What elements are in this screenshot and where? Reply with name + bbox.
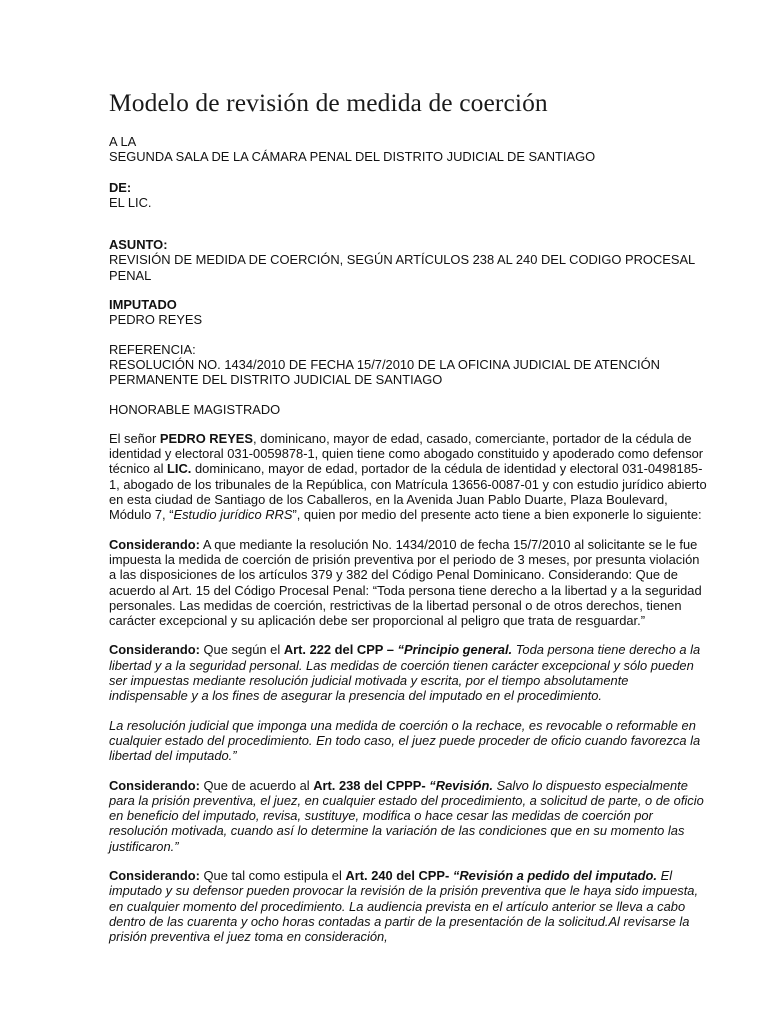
addressee-value: SEGUNDA SALA DE LA CÁMARA PENAL DEL DISTRITO JUDICIAL DE SANTIAGO — [109, 149, 596, 165]
considerando-paragraph-2: Considerando: Que según el Art. 222 del CPP – “Principio general. Toda persona tiene derecho a la libertad y a la seguridad personal. Las medidas de coerción tienen carácter excepcional y sólo pueden ser impuestas mediante resolución judicial motivada y escrita, por el tiempo absolutamente indispensable y a los fines de asegurar la presencia del imputado en el procedimiento. — [109, 642, 701, 704]
sender-section — [109, 180, 708, 211]
addressee-label: A LA — [109, 134, 137, 149]
document-title: Modelo de revisión de medida de coerción — [109, 88, 548, 117]
accused-section — [109, 297, 708, 328]
considerando-paragraph-1: Considerando: A que mediante la resolución No. 1434/2010 de fecha 15/7/2010 al solicitante se le fue impuesta la medida de coerción de prisión preventiva por el periodo de 3 meses, por presunta violación a las disposiciones de los artículos 379 y 382 del Código Penal Dominicano. Considerando: Que de acuerdo al Art. 15 del Código Procesal Penal: “Toda persona tiene derecho a la libertad y a la seguridad personales. Las medidas de coerción, restrictivas de la libertad personal o de otros derechos, tienen carácter excepcional y su aplicación debe ser proporcional al peligro que trata de resguardar.” — [109, 536, 702, 629]
accused-value: PEDRO REYES — [109, 312, 203, 328]
considerando-paragraph-4: Considerando: Que tal como estipula el Art. 240 del CPP- “Revisión a pedido del imputado. El imputado y su defensor pueden provocar la revisión de la prisión preventiva que le haya sido impuesta, en cualquier momento del procedimiento. La audiencia prevista en el artículo anterior se lleva a cabo dentro de las cuarenta y ocho horas contadas a partir de la presentación de la solicitud.Al revisarse la prisión preventiva el juez toma en consideración, — [109, 867, 699, 945]
addressee-section — [109, 134, 708, 165]
reference-section — [109, 342, 708, 388]
intro-paragraph: El señor PEDRO REYES, dominicano, mayor de edad, casado, comerciante, portador de la cédula de identidad y electoral 031-0059878-1, quien tiene como abogado constituido y apoderado como defensor técnico al LIC. dominicano, mayor de edad, portador de la cédula de identidad y electoral 031-0498185-1, abogado de los tribunales de la República, con Matrícula 13656-0087-01 y con estudio jurídico abierto en esta ciudad de Santiago de los Caballeros, en la Avenida Juan Pablo Duarte, Plaza Boulevard, Módulo 7, “Estudio jurídico RRS”, quien por medio del presente acto tiene a bien exponerle lo siguiente: — [109, 430, 707, 523]
sender-value: EL LIC. — [109, 194, 152, 210]
subject-label: ASUNTO: — [109, 237, 168, 253]
accused-label: IMPUTADO — [109, 297, 177, 313]
subject-value: REVISIÓN DE MEDIDA DE COERCIÓN, SEGÚN ARTÍCULOS 238 AL 240 DEL CODIGO PROCESAL PENAL — [109, 252, 695, 283]
considerando-paragraph-3: Considerando: Que de acuerdo al Art. 238 del CPPP- “Revisión. Salvo lo dispuesto especialmente para la prisión preventiva, el juez, en cualquier estado del procedimiento, a solicitud de parte, o de oficio en beneficio del imputado, revisa, sustituye, modifica o hace cesar las medidas de coerción por resolución motivada, cuando así lo determine la variación de las condiciones que en su momento las justificaron.” — [109, 777, 704, 854]
sender-label: DE: — [109, 179, 132, 195]
considerando-paragraph-2-continuation: La resolución judicial que imponga una medida de coerción o la rechace, es revocable o reformable en cualquier estado del procedimiento. En todo caso, el juez puede proceder de oficio cuando favorezca la libertad del imputado.” — [109, 717, 701, 764]
subject-section — [109, 237, 708, 283]
reference-label: REFERENCIA: — [109, 341, 196, 357]
reference-value: RESOLUCIÓN NO. 1434/2010 DE FECHA 15/7/2010 DE LA OFICINA JUDICIAL DE ATENCIÓN PERMANENTE DEL DISTRITO JUDICIAL DE SANTIAGO — [109, 356, 660, 388]
salutation: HONORABLE MAGISTRADO — [109, 401, 281, 417]
